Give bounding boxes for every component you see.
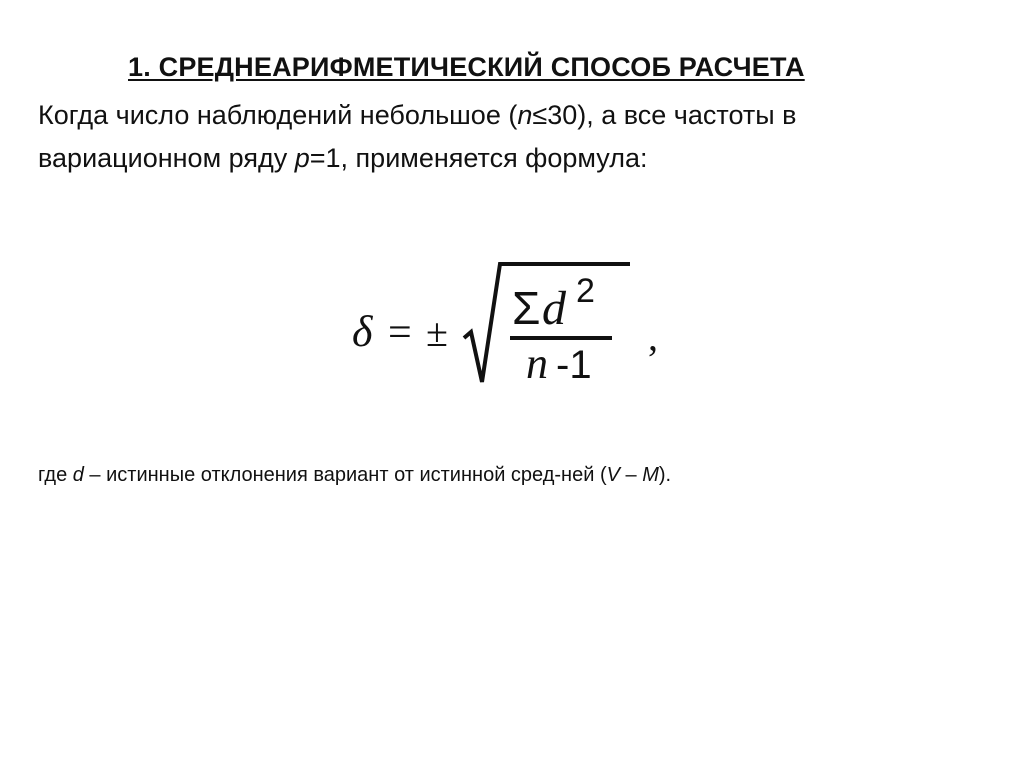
variable-p: p	[294, 143, 310, 173]
formula-delta: δ	[352, 307, 373, 356]
variable-m: M	[642, 464, 659, 486]
formula-n: n	[526, 339, 548, 388]
note-text: – истинные отклонения вариант от истинной сред-ней (	[83, 464, 607, 486]
variable-d: d	[72, 464, 84, 486]
formula-comma: ,	[648, 314, 658, 359]
slide-title: 1. СРЕДНЕАРИФМЕТИЧЕСКИЙ СПОСОБ РАСЧЕТА	[128, 52, 805, 82]
intro-line-2	[38, 137, 998, 180]
definition-note	[38, 464, 671, 487]
formula-exponent: 2	[576, 272, 595, 310]
note-text: ).	[658, 464, 672, 486]
intro-text: =1, применяется формула:	[309, 143, 648, 173]
std-deviation-formula	[350, 258, 680, 398]
formula-equals: =	[388, 310, 412, 356]
intro-text: ≤30), а все частоты в	[532, 100, 797, 130]
formula-plusminus: ±	[426, 310, 448, 355]
variable-v: V	[606, 464, 620, 486]
intro-text: вариационном ряду	[38, 143, 295, 173]
intro-line-1	[38, 94, 998, 137]
intro-paragraph	[38, 94, 998, 180]
note-text: –	[619, 464, 643, 486]
formula-minus-one: -1	[556, 343, 592, 387]
note-text: где	[38, 464, 73, 486]
variable-n: n	[517, 100, 533, 130]
formula-sum: Σ	[512, 282, 541, 334]
intro-text: Когда число наблюдений небольшое (	[38, 100, 518, 130]
formula-d: d	[542, 282, 566, 335]
